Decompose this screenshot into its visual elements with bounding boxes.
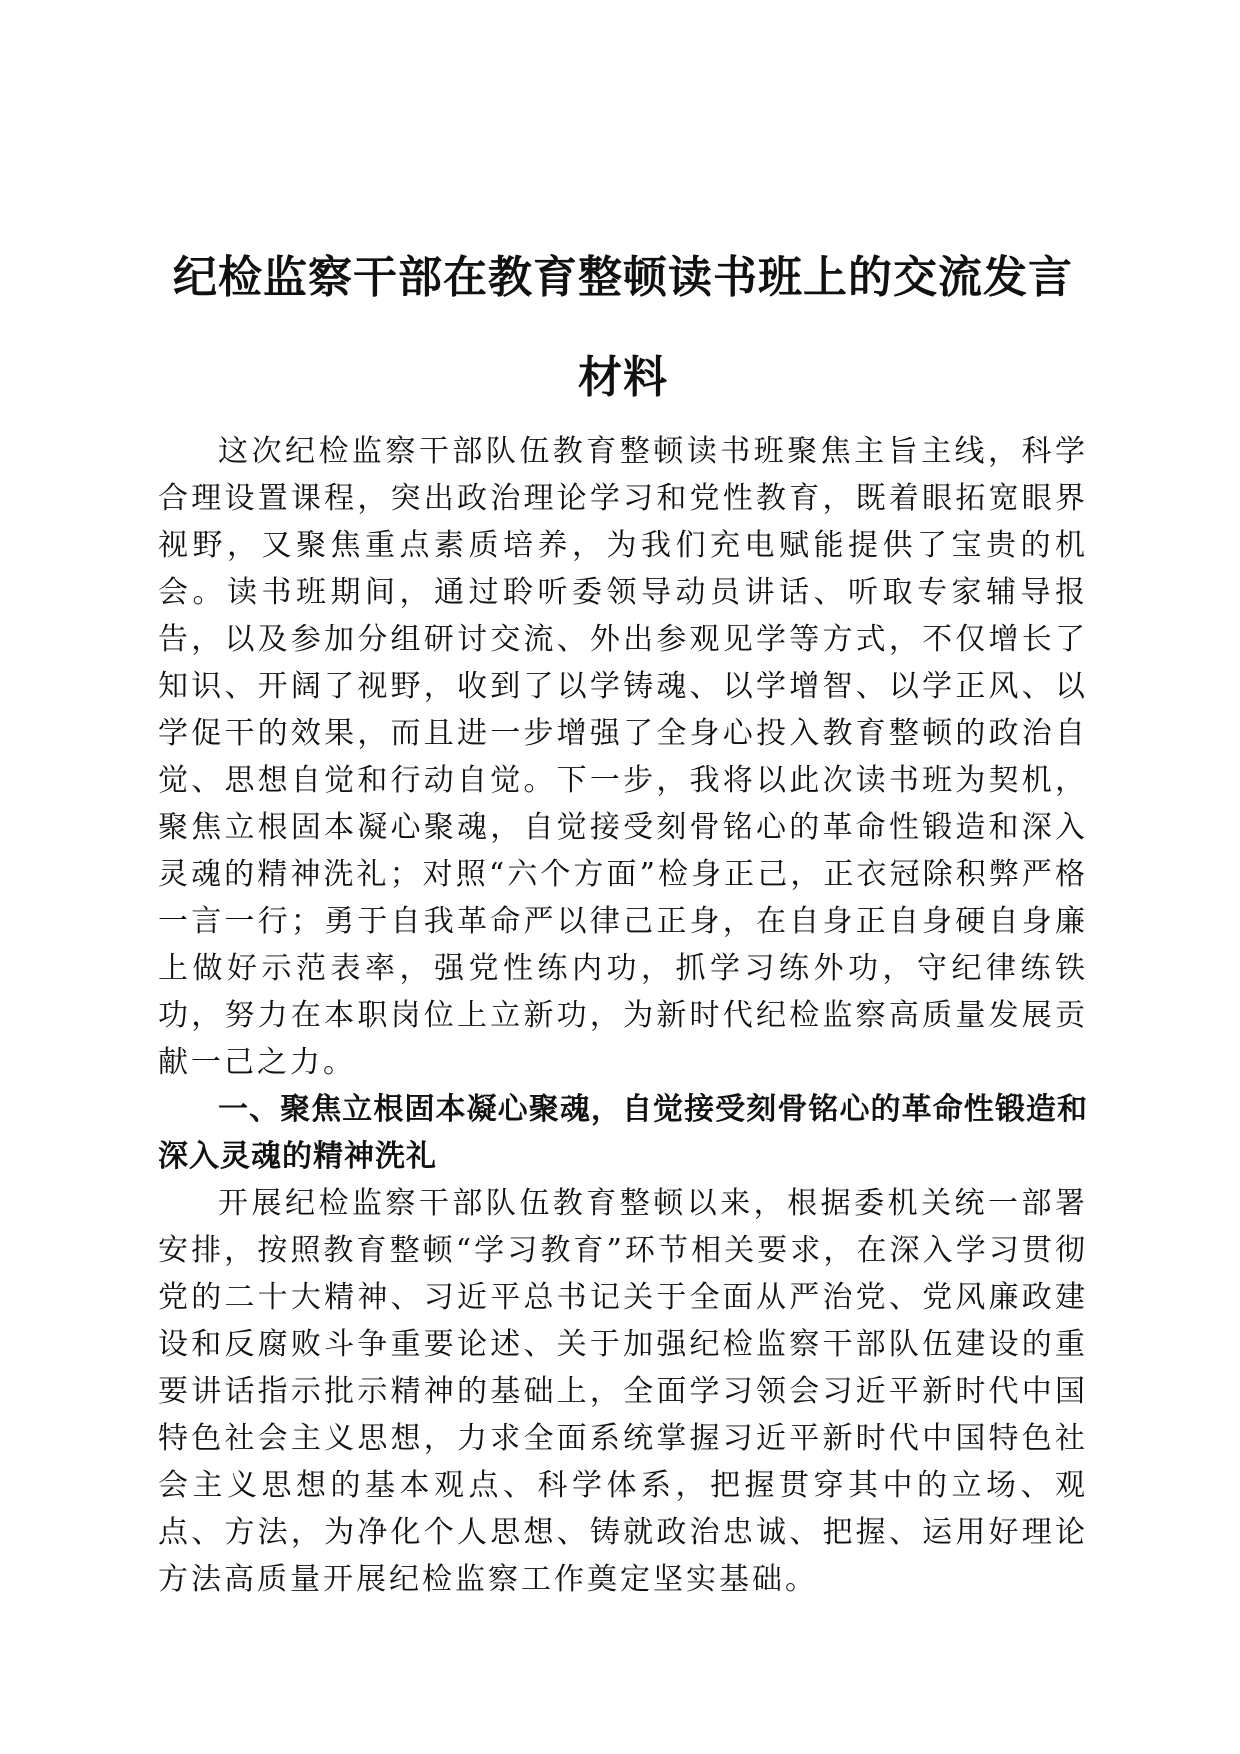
intro-paragraph: 这次纪检监察干部队伍教育整顿读书班聚焦主旨主线，科学合理设置课程，突出政治理论学习和党性教育，既着眼拓宽眼界视野，又聚焦重点素质培养，为我们充电赋能提供了宝贵的机会。读书班期间，通过聆听委领导动员讲话、听取专家辅导报告，以及参加分组研讨交流、外出参观见学等方式，不仅增长了知识、开阔了视野，收到了以学铸魂、以学增智、以学正风、以学促干的效果，而且进一步增强了全身心投入教育整顿的政治自觉、思想自觉和行动自觉。下一步，我将以此次读书班为契机，聚焦立根固本凝心聚魂，自觉接受刻骨铭心的革命性锻造和深入灵魂的精神洗礼；对照“六个方面”检身正己，正衣冠除积弊严格一言一行；勇于自我革命严以律己正身，在自身正自身硬自身廉上做好示范表率，强党性练内功，抓学习练外功，守纪律练铁功，努力在本职岗位上立新功，为新时代纪检监察高质量发展贡献一己之力。 <box>158 434 1088 1080</box>
document-title-line-1: 纪检监察干部在教育整顿读书班上的交流发言 <box>173 252 1073 303</box>
document-page <box>158 228 1088 1603</box>
section-1-heading: 一、聚焦立根固本凝心聚魂，自觉接受刻骨铭心的革命性锻造和深入灵魂的精神洗礼 <box>158 1092 1088 1174</box>
section-1-paragraph: 开展纪检监察干部队伍教育整顿以来，根据委机关统一部署安排，按照教育整顿“学习教育”环节相关要求，在深入学习贯彻党的二十大精神、习近平总书记关于全面从严治党、党风廉政建设和反腐败斗争重要论述、关于加强纪检监察干部队伍建设的重要讲话指示批示精神的基础上，全面学习领会习近平新时代中国特色社会主义思想，力求全面系统掌握习近平新时代中国特色社会主义思想的基本观点、科学体系，把握贯穿其中的立场、观点、方法，为净化个人思想、铸就政治忠诚、把握、运用好理论方法高质量开展纪检监察工作奠定坚实基础。 <box>158 1186 1088 1597</box>
document-title-line-2: 材料 <box>578 352 668 403</box>
